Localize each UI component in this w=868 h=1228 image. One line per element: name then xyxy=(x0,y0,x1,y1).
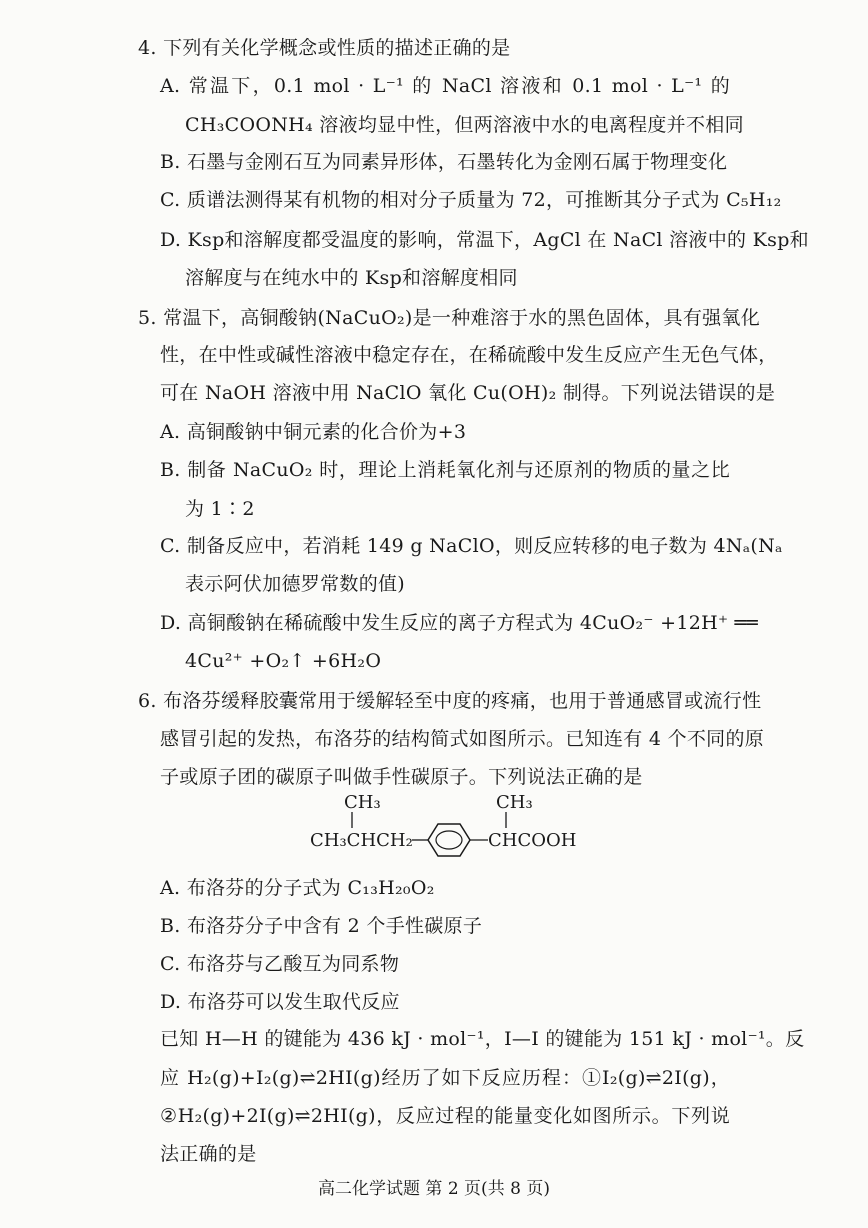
q4-option-c: C. 质谱法测得某有机物的相对分子质量为 72，可推断其分子式为 C₅H₁₂ xyxy=(160,189,782,211)
q4-option-a-line2: CH₃COONH₄ 溶液均显中性，但两溶液中水的电离程度并不相同 xyxy=(185,114,744,136)
q6-option-a: A. 布洛芬的分子式为 C₁₃H₂₀O₂ xyxy=(160,877,435,899)
q5-stem-line3: 可在 NaOH 溶液中用 NaClO 氧化 Cu(OH)₂ 制得。下列说法错误的是 xyxy=(160,382,776,404)
q5-option-d-line1: D. 高铜酸钠在稀硫酸中发生反应的离子方程式为 4CuO₂⁻ +12H⁺ ══ xyxy=(160,612,759,634)
q5-option-a: A. 高铜酸钠中铜元素的化合价为+3 xyxy=(160,421,467,443)
q7-stem-line3: ②H₂(g)+2I(g)⇌2HI(g)，反应过程的能量变化如图所示。下列说 xyxy=(160,1105,730,1127)
q4-option-b: B. 石墨与金刚石互为同素异形体，石墨转化为金刚石属于物理变化 xyxy=(160,151,728,173)
q5-stem-line2: 性，在中性或碱性溶液中稳定存在，在稀硫酸中发生反应产生无色气体， xyxy=(160,344,778,366)
q6-stem-line3: 子或原子团的碳原子叫做手性碳原子。下列说法正确的是 xyxy=(160,766,643,788)
structure-ch3-left: CH₃ xyxy=(344,792,381,813)
structure-left-chain: CH₃CHCH₂ xyxy=(310,830,413,851)
q4-option-d-line1: D. Ksp和溶解度都受温度的影响，常温下，AgCl 在 NaCl 溶液中的 Ksp和 xyxy=(160,229,809,251)
q4-stem: 4. 下列有关化学概念或性质的描述正确的是 xyxy=(138,37,511,59)
q6-option-b: B. 布洛芬分子中含有 2 个手性碳原子 xyxy=(160,915,483,937)
q7-stem-line2: 应 H₂(g)+I₂(g)⇌2HI(g)经历了如下反应历程：①I₂(g)⇌2I(g)， xyxy=(160,1067,730,1089)
q6-option-d: D. 布洛芬可以发生取代反应 xyxy=(160,991,400,1013)
ibuprofen-structure xyxy=(300,788,600,868)
q5-option-d-line2: 4Cu²⁺ +O₂↑ +6H₂O xyxy=(185,650,382,672)
structure-ch3-right: CH₃ xyxy=(496,792,533,813)
q5-option-c-line2: 表示阿伏加德罗常数的值) xyxy=(185,573,406,595)
q5-stem-line1: 5. 常温下，高铜酸钠(NaCuO₂)是一种难溶于水的黑色固体，具有强氧化 xyxy=(138,307,761,329)
q4-option-a-line1: A. 常温下，0.1 mol · L⁻¹ 的 NaCl 溶液和 0.1 mol · L⁻¹ 的 xyxy=(160,75,730,97)
q5-option-b-line2: 为 1∶2 xyxy=(185,498,255,520)
q5-option-c-line1: C. 制备反应中，若消耗 149 g NaClO，则反应转移的电子数为 4Nₐ(Nₐ xyxy=(160,535,783,557)
benzene-ring xyxy=(428,824,470,856)
structure-right-chain: CHCOOH xyxy=(488,830,577,851)
q6-stem-line1: 6. 布洛芬缓释胶囊常用于缓解轻至中度的疼痛，也用于普通感冒或流行性 xyxy=(138,690,762,712)
q7-stem-line1: 已知 H—H 的键能为 436 kJ · mol⁻¹，I—I 的键能为 151 kJ · mol⁻¹。反 xyxy=(160,1028,805,1050)
q6-option-c: C. 布洛芬与乙酸互为同系物 xyxy=(160,953,400,975)
q6-stem-line2: 感冒引起的发热，布洛芬的结构简式如图所示。已知连有 4 个不同的原 xyxy=(160,728,765,750)
q5-option-b-line1: B. 制备 NaCuO₂ 时，理论上消耗氧化剂与还原剂的物质的量之比 xyxy=(160,459,730,481)
page-footer: 高二化学试题 第 2 页(共 8 页) xyxy=(318,1179,550,1199)
q7-stem-line4: 法正确的是 xyxy=(160,1143,257,1165)
q4-option-d-line2: 溶解度与在纯水中的 Ksp和溶解度相同 xyxy=(185,267,518,289)
benzene-aromatic-circle xyxy=(436,831,462,849)
